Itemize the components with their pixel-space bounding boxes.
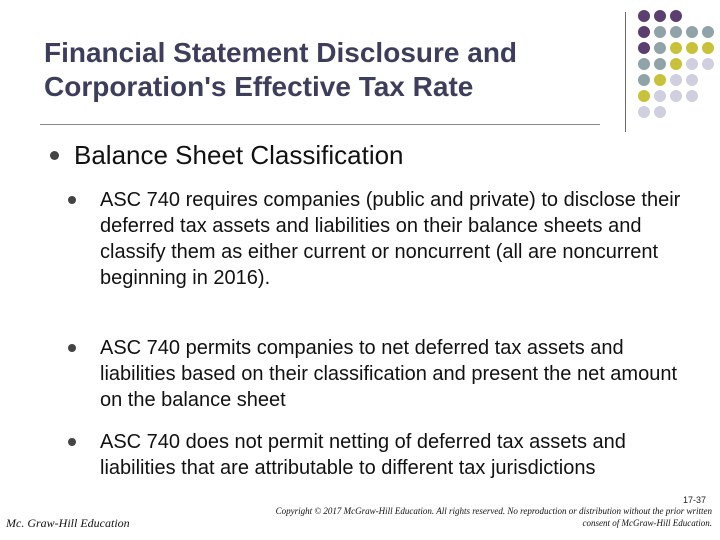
title-line-1: Financial Statement Disclosure and [44,37,518,68]
deco-dot [670,10,682,22]
bullet-dot [50,151,59,160]
decorative-dot-grid [638,10,718,130]
page-number: 17-37 [682,495,706,505]
deco-dot [654,58,666,70]
deco-dot [670,58,682,70]
section-heading: Balance Sheet Classification [74,140,404,170]
copyright-line-2: consent of McGraw-Hill Education. [582,518,712,528]
deco-dot [702,26,714,38]
copyright-notice [200,505,712,529]
deco-dot [702,42,714,54]
bullet-dot [68,344,76,352]
deco-dot [654,90,666,102]
deco-dot [654,74,666,86]
copyright-line-1: Copyright © 2017 McGraw-Hill Education. All rights reserved. No reproduction or distribution without the prior written [275,506,712,516]
deco-dot [654,106,666,118]
deco-dot [654,26,666,38]
title-line-2: Corporation's Effective Tax Rate [44,71,474,102]
slide-title [44,36,604,104]
deco-dot [670,42,682,54]
deco-dot [686,42,698,54]
vertical-divider [625,12,626,132]
deco-dot [686,74,698,86]
deco-dot [638,58,650,70]
deco-dot [670,90,682,102]
deco-dot [654,10,666,22]
deco-dot [654,42,666,54]
deco-dot [686,90,698,102]
deco-dot [702,58,714,70]
deco-dot [686,26,698,38]
publisher-name: Mc. Graw-Hill Education [6,516,130,530]
deco-dot [670,26,682,38]
bullet-2-text: ASC 740 permits companies to net deferred tax assets and liabilities based on their classification and present the net amount on the balance sheet [100,337,678,411]
bullet-dot [68,196,76,204]
bullet-dot [68,438,76,446]
deco-dot [638,90,650,102]
title-divider [40,124,600,125]
deco-dot [638,74,650,86]
bullet-3-text: ASC 740 does not permit netting of deferred tax assets and liabilities that are attributable to different tax jurisdictions [100,431,626,479]
bullet-1-text: ASC 740 requires companies (public and private) to disclose their deferred tax assets and liabilities on their balance sheets and classify them as either current or noncurrent (all are noncurrent beginning in 2016). [100,189,681,289]
deco-dot [686,58,698,70]
deco-dot [670,74,682,86]
deco-dot [638,106,650,118]
deco-dot [638,10,650,22]
deco-dot [638,26,650,38]
deco-dot [638,42,650,54]
